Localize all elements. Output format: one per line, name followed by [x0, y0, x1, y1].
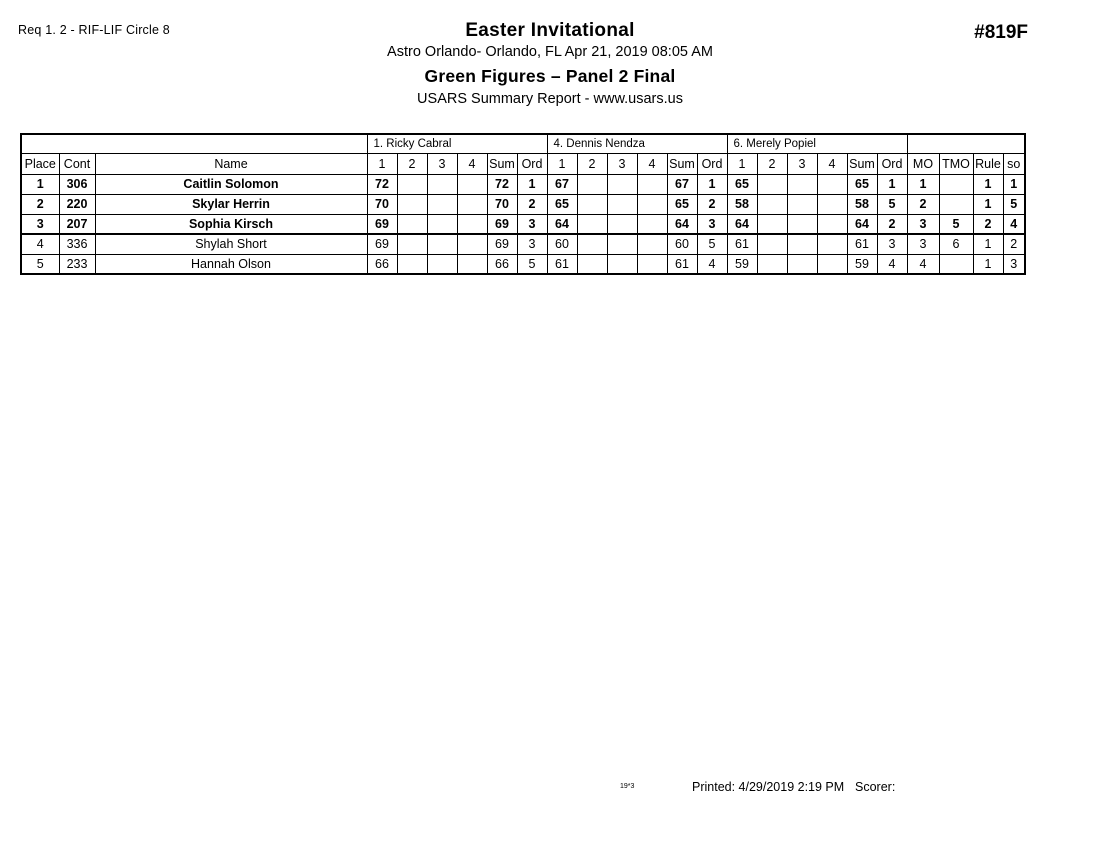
cell-so: 1 [1003, 174, 1025, 194]
cell-mo: 1 [907, 174, 939, 194]
judge-spacer-so [1003, 134, 1025, 153]
cell-j2-3 [607, 234, 637, 254]
col-j3-sum: Sum [847, 153, 877, 174]
event-title: Easter Invitational [465, 20, 635, 41]
cell-j3-2 [757, 254, 787, 274]
scorer-label: Scorer: [855, 780, 896, 794]
cell-j2-ord: 4 [697, 254, 727, 274]
cell-j2-2 [577, 234, 607, 254]
cell-so: 2 [1003, 234, 1025, 254]
col-so: so [1003, 153, 1025, 174]
col-j2-1: 1 [547, 153, 577, 174]
table-row [21, 174, 1025, 194]
col-j1-4: 4 [457, 153, 487, 174]
cell-j1-3 [427, 254, 457, 274]
cell-j2-4 [637, 234, 667, 254]
title-block [0, 20, 1100, 110]
col-j3-1: 1 [727, 153, 757, 174]
cell-j1-ord: 5 [517, 254, 547, 274]
cell-j2-3 [607, 254, 637, 274]
cell-j2-4 [637, 214, 667, 234]
cell-j1-3 [427, 174, 457, 194]
cell-j3-1: 59 [727, 254, 757, 274]
cell-j1-2 [397, 214, 427, 234]
col-j3-4: 4 [817, 153, 847, 174]
col-j2-sum: Sum [667, 153, 697, 174]
table-row [21, 254, 1025, 274]
cell-j3-1: 58 [727, 194, 757, 214]
venue-line: Astro Orlando- Orlando, FL Apr 21, 2019 08:05 AM [387, 43, 713, 60]
col-place: Place [21, 153, 59, 174]
judge-spacer-mo [907, 134, 939, 153]
judge-spacer-tmo [939, 134, 973, 153]
cell-j2-3 [607, 214, 637, 234]
cell-j1-2 [397, 254, 427, 274]
cell-rule: 1 [973, 194, 1003, 214]
cell-j3-2 [757, 174, 787, 194]
cell-mo: 3 [907, 214, 939, 234]
cell-j2-1: 67 [547, 174, 577, 194]
col-j2-ord: Ord [697, 153, 727, 174]
col-rule: Rule [973, 153, 1003, 174]
cell-j1-4 [457, 214, 487, 234]
judge-label-1: 1. Ricky Cabral [367, 134, 547, 153]
col-j3-3: 3 [787, 153, 817, 174]
cell-j3-1: 61 [727, 234, 757, 254]
cell-j2-sum: 65 [667, 194, 697, 214]
judge-header-row [21, 134, 1025, 153]
cell-j1-sum: 70 [487, 194, 517, 214]
cell-j3-4 [817, 254, 847, 274]
cell-j2-1: 64 [547, 214, 577, 234]
cell-j3-2 [757, 234, 787, 254]
cell-j3-3 [787, 254, 817, 274]
printed-timestamp: Printed: 4/29/2019 2:19 PM [692, 780, 845, 794]
cell-j3-3 [787, 214, 817, 234]
cell-j1-1: 70 [367, 194, 397, 214]
cell-j3-sum: 59 [847, 254, 877, 274]
cell-so: 3 [1003, 254, 1025, 274]
col-j1-ord: Ord [517, 153, 547, 174]
cell-j2-sum: 64 [667, 214, 697, 234]
cell-name: Shylah Short [95, 234, 367, 254]
judge-spacer-rule [973, 134, 1003, 153]
cell-rule: 1 [973, 234, 1003, 254]
cell-mo: 3 [907, 234, 939, 254]
cell-j2-1: 60 [547, 234, 577, 254]
cell-j1-ord: 3 [517, 234, 547, 254]
judge-spacer-place [21, 134, 59, 153]
cell-so: 4 [1003, 214, 1025, 234]
judge-spacer-name [95, 134, 367, 153]
cell-j2-2 [577, 194, 607, 214]
col-name: Name [95, 153, 367, 174]
cell-place: 4 [21, 234, 59, 254]
cell-j2-sum: 60 [667, 234, 697, 254]
cell-j1-ord: 1 [517, 174, 547, 194]
cell-j1-1: 69 [367, 214, 397, 234]
cell-place: 5 [21, 254, 59, 274]
cell-j3-1: 64 [727, 214, 757, 234]
cell-place: 2 [21, 194, 59, 214]
cell-j3-3 [787, 194, 817, 214]
cell-j1-1: 66 [367, 254, 397, 274]
col-j1-sum: Sum [487, 153, 517, 174]
cell-j2-3 [607, 174, 637, 194]
cell-j2-4 [637, 254, 667, 274]
cell-j1-2 [397, 194, 427, 214]
cell-j3-2 [757, 214, 787, 234]
cell-j2-sum: 61 [667, 254, 697, 274]
cell-cont: 336 [59, 234, 95, 254]
cell-j3-ord: 5 [877, 194, 907, 214]
table-row [21, 194, 1025, 214]
cell-j1-1: 69 [367, 234, 397, 254]
cell-tmo [939, 194, 973, 214]
cell-j1-4 [457, 234, 487, 254]
cell-j3-ord: 1 [877, 174, 907, 194]
cell-j3-sum: 61 [847, 234, 877, 254]
cell-j1-2 [397, 234, 427, 254]
cell-j1-3 [427, 194, 457, 214]
organization-line: USARS Summary Report - www.usars.us [417, 90, 683, 107]
col-j1-3: 3 [427, 153, 457, 174]
cell-so: 5 [1003, 194, 1025, 214]
cell-rule: 2 [973, 214, 1003, 234]
cell-j3-4 [817, 214, 847, 234]
cell-j1-4 [457, 174, 487, 194]
cell-j1-sum: 69 [487, 214, 517, 234]
cell-j2-ord: 3 [697, 214, 727, 234]
cell-j2-4 [637, 194, 667, 214]
cell-j3-4 [817, 194, 847, 214]
cell-j1-3 [427, 234, 457, 254]
cell-j1-1: 72 [367, 174, 397, 194]
cell-name: Hannah Olson [95, 254, 367, 274]
judge-label-2: 4. Dennis Nendza [547, 134, 727, 153]
cell-j1-sum: 69 [487, 234, 517, 254]
cell-place: 1 [21, 174, 59, 194]
cell-cont: 207 [59, 214, 95, 234]
cell-j3-ord: 3 [877, 234, 907, 254]
judge-label-3: 6. Merely Popiel [727, 134, 907, 153]
cell-j3-sum: 58 [847, 194, 877, 214]
cell-j3-1: 65 [727, 174, 757, 194]
cell-tmo [939, 174, 973, 194]
results-table [20, 133, 1026, 275]
cell-j3-4 [817, 234, 847, 254]
cell-j3-sum: 65 [847, 174, 877, 194]
cell-rule: 1 [973, 254, 1003, 274]
cell-j3-2 [757, 194, 787, 214]
document-code: #819F [974, 22, 1028, 43]
cell-j2-1: 61 [547, 254, 577, 274]
col-j1-1: 1 [367, 153, 397, 174]
cell-j2-2 [577, 174, 607, 194]
cell-j1-sum: 72 [487, 174, 517, 194]
col-mo: MO [907, 153, 939, 174]
cell-j3-ord: 4 [877, 254, 907, 274]
cell-j3-3 [787, 174, 817, 194]
cell-name: Sophia Kirsch [95, 214, 367, 234]
cell-rule: 1 [973, 174, 1003, 194]
cell-cont: 306 [59, 174, 95, 194]
col-j2-3: 3 [607, 153, 637, 174]
col-j3-2: 2 [757, 153, 787, 174]
col-j3-ord: Ord [877, 153, 907, 174]
cell-tmo: 6 [939, 234, 973, 254]
cell-j2-ord: 2 [697, 194, 727, 214]
col-j2-2: 2 [577, 153, 607, 174]
cell-j1-ord: 2 [517, 194, 547, 214]
cell-tmo [939, 254, 973, 274]
table-row [21, 234, 1025, 254]
cell-cont: 220 [59, 194, 95, 214]
cell-j2-1: 65 [547, 194, 577, 214]
table-row [21, 214, 1025, 234]
cell-j2-ord: 1 [697, 174, 727, 194]
cell-place: 3 [21, 214, 59, 234]
cell-j2-3 [607, 194, 637, 214]
event-subtitle: Green Figures – Panel 2 Final [424, 65, 676, 86]
cell-j2-4 [637, 174, 667, 194]
cell-j1-ord: 3 [517, 214, 547, 234]
cell-mo: 4 [907, 254, 939, 274]
results-sheet [20, 133, 1026, 275]
cell-tmo: 5 [939, 214, 973, 234]
cell-j1-3 [427, 214, 457, 234]
col-tmo: TMO [939, 153, 973, 174]
cell-j1-4 [457, 254, 487, 274]
col-j2-4: 4 [637, 153, 667, 174]
request-line: Req 1. 2 - RIF-LIF Circle 8 [18, 23, 170, 37]
cell-j1-2 [397, 174, 427, 194]
judge-spacer-cont [59, 134, 95, 153]
col-j1-2: 2 [397, 153, 427, 174]
cell-j3-ord: 2 [877, 214, 907, 234]
cell-j2-ord: 5 [697, 234, 727, 254]
cell-j1-4 [457, 194, 487, 214]
cell-j2-sum: 67 [667, 174, 697, 194]
col-cont: Cont [59, 153, 95, 174]
cell-j3-3 [787, 234, 817, 254]
cell-name: Caitlin Solomon [95, 174, 367, 194]
cell-j2-2 [577, 254, 607, 274]
cell-j3-4 [817, 174, 847, 194]
cell-cont: 233 [59, 254, 95, 274]
column-header-row [21, 153, 1025, 174]
footer-code: 19*3 [620, 783, 635, 790]
cell-j1-sum: 66 [487, 254, 517, 274]
cell-j2-2 [577, 214, 607, 234]
cell-name: Skylar Herrin [95, 194, 367, 214]
cell-j3-sum: 64 [847, 214, 877, 234]
cell-mo: 2 [907, 194, 939, 214]
